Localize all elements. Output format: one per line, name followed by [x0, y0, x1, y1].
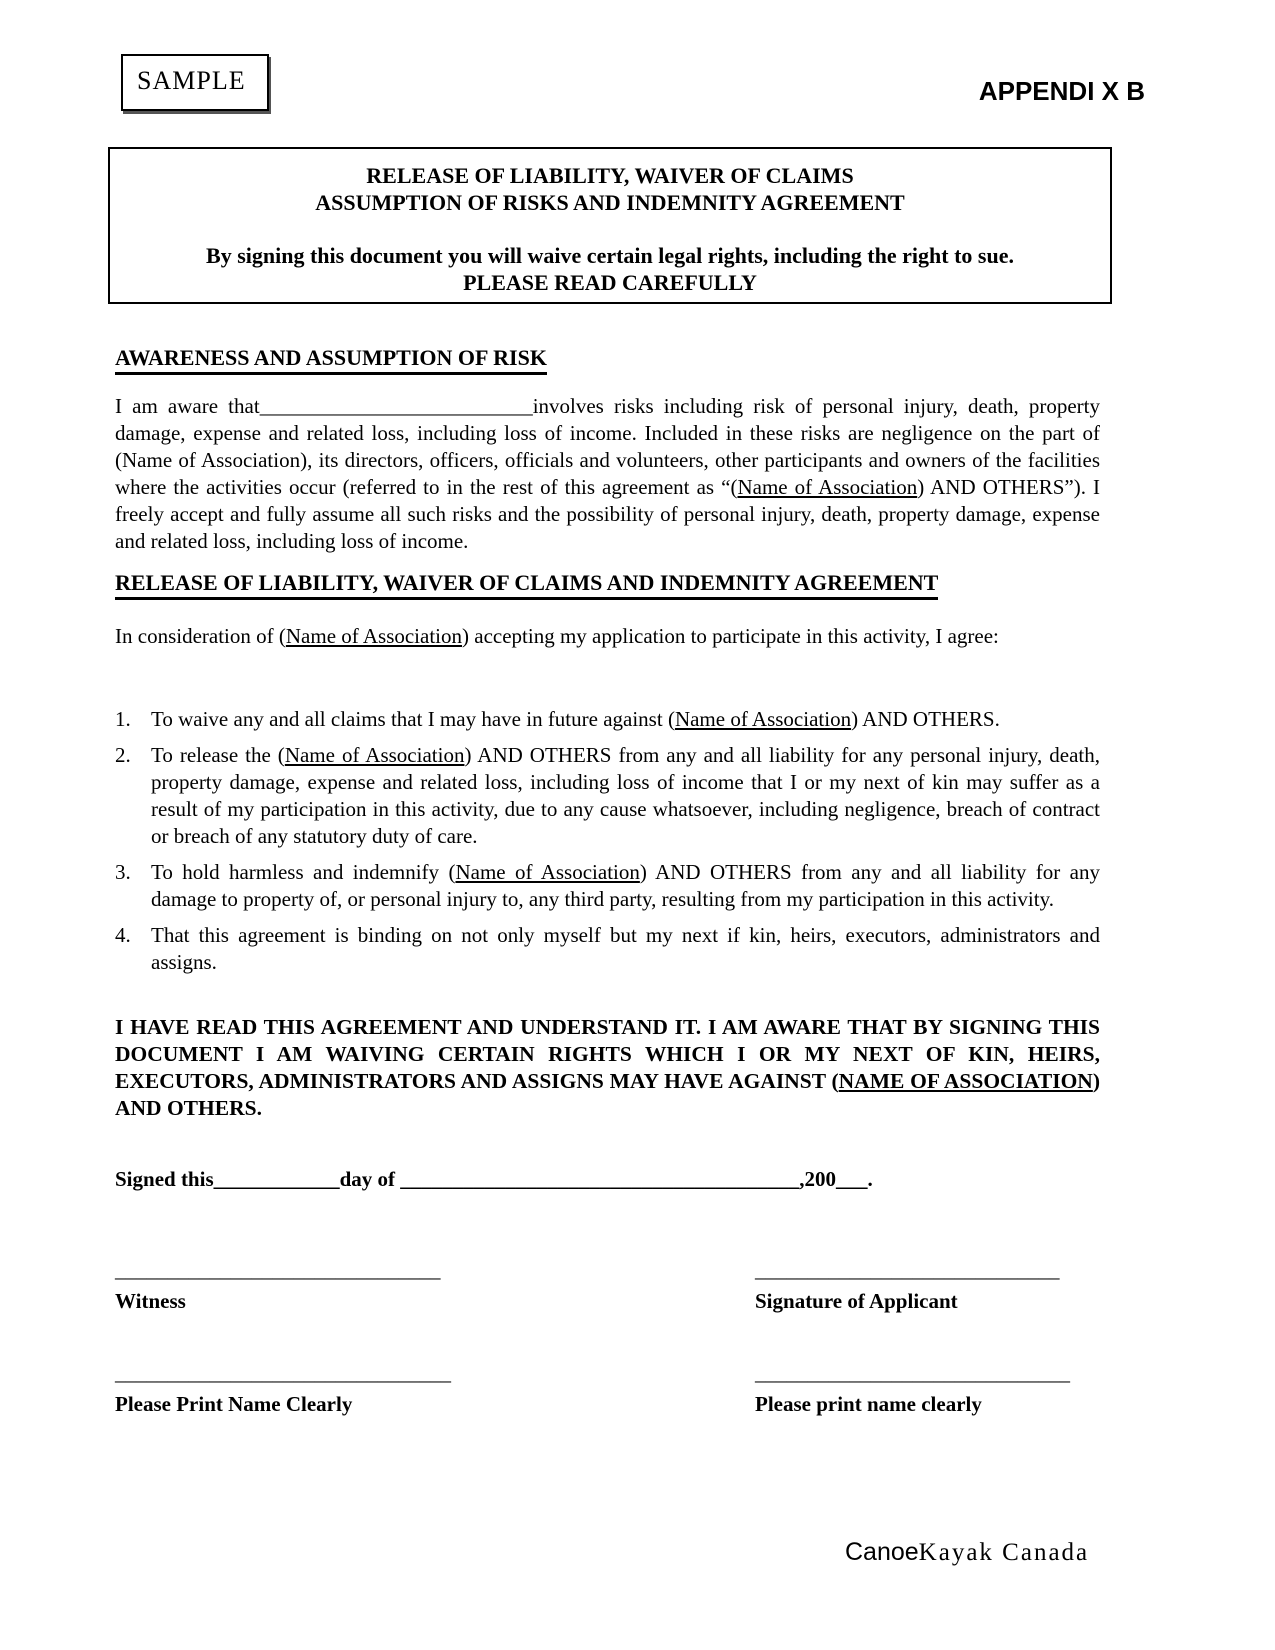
witness-block: [115, 1257, 755, 1315]
witness-print-name-label: Please Print Name Clearly: [115, 1392, 353, 1416]
brand-part-kayak-canada: Kayak Canada: [918, 1539, 1090, 1566]
awareness-paragraph: [115, 393, 1100, 555]
awareness-heading-text: AWARENESS AND ASSUMPTION OF RISK: [115, 344, 547, 375]
signature-row-2: [115, 1360, 1100, 1418]
text-segment: ) AND OTHERS.: [851, 707, 1000, 731]
appendix-label: APPENDI X B: [978, 76, 1145, 106]
list-item-number: 1.: [115, 707, 131, 731]
signature-row-1: [115, 1257, 1100, 1315]
canoekayak-canada-wordmark: [845, 1538, 1089, 1567]
consideration-paragraph: [115, 623, 1100, 650]
applicant-signature-line: _____________________________: [755, 1258, 1060, 1282]
text-segment: I HAVE READ THIS AGREEMENT AND UNDERSTAND IT. I AM AWARE THAT BY SIGNING THIS DOCUMENT I AM WAIVING CERTAIN RIGHTS WHICH I OR MY NEXT OF KIN, HEIRS, EXECUTORS, ADMINISTRATORS AND ASSIGNS MAY HAVE AGAINST (: [115, 1015, 1100, 1093]
list-item-2: [115, 742, 1100, 850]
text-segment: To waive any and all claims that I may have in future against (: [151, 707, 675, 731]
list-item-number: 2.: [115, 743, 131, 767]
applicant-print-name-block: [755, 1360, 1100, 1418]
awareness-heading: [115, 344, 1100, 375]
association-name-underlined: Name of Association: [284, 743, 465, 767]
applicant-print-name-line: ______________________________: [755, 1361, 1070, 1385]
association-name-underlined: Name of Association: [737, 475, 918, 499]
list-item-text: [151, 922, 1100, 976]
list-item-text: [151, 859, 1100, 913]
applicant-signature-block: [755, 1257, 1100, 1315]
list-item-text: [151, 706, 1100, 733]
title-subtitle-2: PLEASE READ CAREFULLY: [463, 270, 757, 295]
list-item-text: [151, 742, 1100, 850]
activity-blank-line: __________________________: [259, 394, 533, 418]
brand-part-canoe: Canoe: [845, 1538, 919, 1566]
witness-signature-line: _______________________________: [115, 1258, 441, 1282]
acknowledgement-paragraph: [115, 1014, 1100, 1122]
title-subtitle-1: By signing this document you will waive certain legal rights, including the right to sue.: [206, 243, 1014, 268]
text-segment: ) AND OTHERS”). I freely accept and fully assume all such risks and the possibility of personal injury, death, property damage, expense and related loss, including loss of income.: [115, 475, 1101, 553]
release-heading: [115, 569, 1100, 600]
text-segment: ) AND OTHERS from any and all liability for any damage to property of, or personal injury to, any third party, resulting from my participation in this activity.: [151, 860, 1100, 911]
text-segment: To hold harmless and indemnify (: [151, 860, 456, 884]
applicant-signature-label: Signature of Applicant: [755, 1289, 958, 1313]
release-heading-text: RELEASE OF LIABILITY, WAIVER OF CLAIMS AND INDEMNITY AGREEMENT: [115, 569, 938, 600]
title-box: [108, 147, 1112, 304]
text-segment: ) AND OTHERS from any and all liability for any personal injury, death, property damage, expense and related loss, including loss of income that I or my next of kin may suffer as a result of my participation in this activity, due to any cause whatsoever, including negligence, breach of contract or breach of any statutory duty of care.: [151, 743, 1100, 848]
text-segment: To release the (: [151, 743, 285, 767]
witness-print-name-line: ________________________________: [115, 1361, 451, 1385]
page-header: [115, 54, 1145, 111]
text-segment: I am aware that: [115, 394, 260, 418]
title-box-spacer: [122, 216, 1098, 242]
list-item-4: [115, 922, 1100, 976]
title-line-2: ASSUMPTION OF RISKS AND INDEMNITY AGREEMENT: [315, 190, 905, 215]
association-name-underlined: Name of Association: [674, 707, 852, 731]
text-segment: involves risks including risk of personal injury, death, property damage, expense and related loss, including loss of income. Included in these risks are negligence on the part of (Name of Association), its directors, officers, officials and volunteers, other participants and owners of the facilities where the activities occur (referred to in the rest of this agreement as “(: [115, 394, 1100, 499]
witness-print-name-block: [115, 1360, 755, 1418]
text-segment: ) AND OTHERS.: [115, 1069, 1100, 1120]
association-name-underlined: NAME OF ASSOCIATION: [838, 1069, 1093, 1093]
applicant-print-name-label: Please print name clearly: [755, 1392, 982, 1416]
agreement-list: [115, 706, 1100, 976]
list-item-3: [115, 859, 1100, 913]
witness-label: Witness: [115, 1289, 186, 1313]
association-name-underlined: Name of Association: [285, 624, 463, 648]
text-segment: ) accepting my application to participate in this activity, I agree:: [462, 624, 999, 648]
list-item-number: 3.: [115, 860, 131, 884]
text-segment: That this agreement is binding on not only myself but my next if kin, heirs, executors, administrators and assigns.: [151, 923, 1100, 974]
text-segment: In consideration of (: [115, 624, 286, 648]
title-line-1: RELEASE OF LIABILITY, WAIVER OF CLAIMS: [366, 163, 854, 188]
association-name-underlined: Name of Association: [455, 860, 640, 884]
list-item-number: 4.: [115, 923, 131, 947]
signed-date-line: Signed this____________day of ______________________________________,200___.: [115, 1167, 873, 1191]
sample-stamp: [121, 54, 269, 111]
sample-label: SAMPLE: [137, 66, 246, 95]
list-item-1: [115, 706, 1100, 733]
